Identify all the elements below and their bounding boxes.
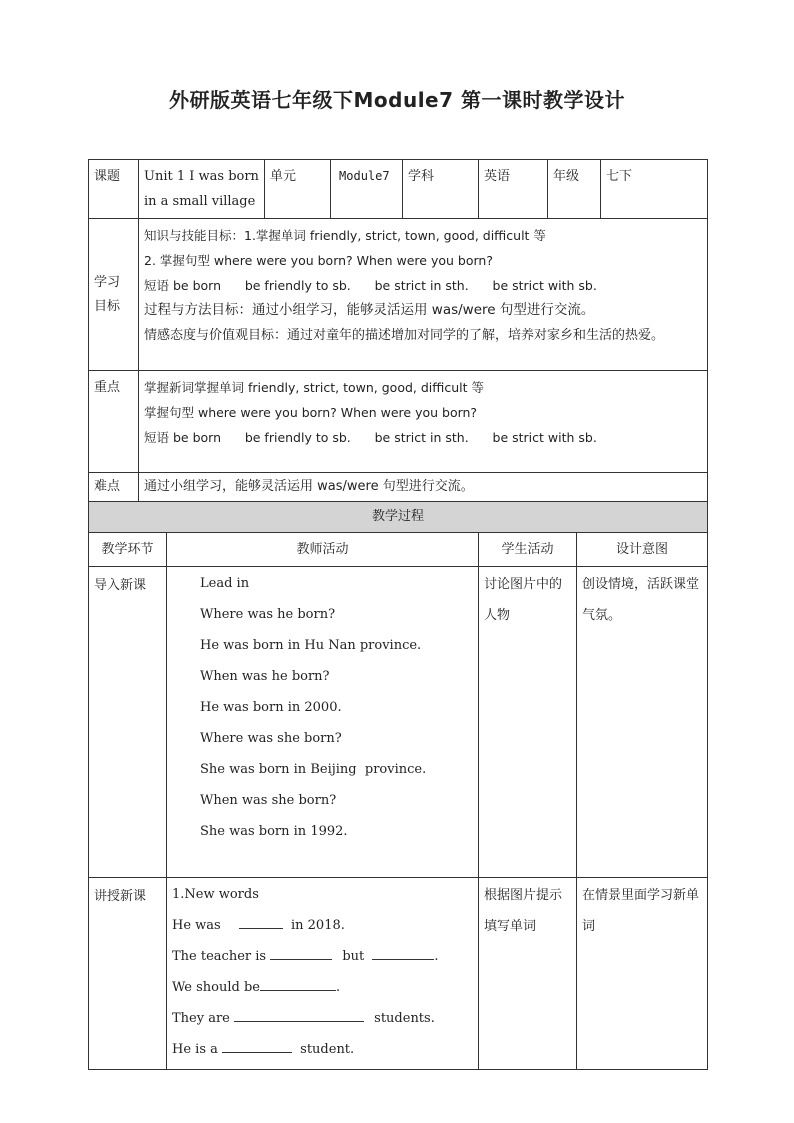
stage-name: 导入新课 <box>89 567 167 878</box>
topic-value: Unit 1 I was born in a small village <box>139 160 265 219</box>
subject-value: 英语 <box>479 160 548 219</box>
key-points-row <box>89 371 708 473</box>
exercise-text: He was <box>172 918 221 933</box>
key-point-line: 掌握句型 where were you born? When were you born? <box>144 405 478 420</box>
teacher-line: He was born in 2000. <box>200 700 342 715</box>
teacher-activity <box>167 567 479 878</box>
exercise-text: The teacher is <box>172 949 267 964</box>
exercise-text: He is a <box>172 1042 218 1057</box>
teacher-line: When was he born? <box>200 669 330 684</box>
fill-blank <box>260 976 336 991</box>
difficulties-row <box>89 473 708 502</box>
student-activity: 讨论图片中的人物 <box>479 567 577 878</box>
exercise-line <box>172 1034 473 1065</box>
lesson-plan-table <box>88 159 708 1070</box>
exercise-line <box>172 1003 473 1034</box>
unit-label: 单元 <box>265 160 331 219</box>
objective-line: 2. 掌握句型 where were you born? When were you born? <box>144 253 493 268</box>
objectives-label <box>89 219 139 371</box>
process-header-row <box>89 502 708 533</box>
column-header-student: 学生活动 <box>479 533 577 567</box>
objectives-label-line2: 目标 <box>94 298 121 314</box>
column-header-intent: 设计意图 <box>577 533 708 567</box>
exercise-line <box>172 972 473 1003</box>
grade-value: 七下 <box>601 160 708 219</box>
grade-label: 年级 <box>548 160 601 219</box>
teacher-line: Where was he born? <box>200 607 336 622</box>
exercise-text: in 2018. <box>291 918 345 933</box>
objective-line: 短语 be born be friendly to sb. be strict in sth. be strict with sb. <box>144 278 597 293</box>
exercise-line <box>172 910 473 941</box>
unit-value-text: Module7 <box>339 169 390 183</box>
objectives-row <box>89 219 708 371</box>
key-point-line: 短语 be born be friendly to sb. be strict in sth. be strict with sb. <box>144 430 597 445</box>
teacher-activity <box>167 878 479 1070</box>
column-header-stage: 教学环节 <box>89 533 167 567</box>
exercise-text: but <box>342 949 365 964</box>
key-points-content <box>139 371 708 473</box>
stage-row-new-lesson <box>89 878 708 1070</box>
process-header: 教学过程 <box>89 502 708 533</box>
exercise-text: . <box>434 949 439 964</box>
student-activity: 根据图片提示填写单词 <box>479 878 577 1070</box>
teacher-line: He was born in Hu Nan province. <box>200 638 422 653</box>
objective-line: 过程与方法目标：通过小组学习，能够灵活运用 was/were 句型进行交流。 <box>144 302 595 318</box>
objective-line: 知识与技能目标：1.掌握单词 friendly, strict, town, good, difficult 等 <box>144 228 546 243</box>
exercise-text: We should be <box>172 980 260 995</box>
info-row <box>89 160 708 219</box>
key-points-label: 重点 <box>89 371 139 473</box>
document-title: 外研版英语七年级下Module7 第一课时教学设计 <box>169 88 625 112</box>
fill-blank <box>239 914 283 929</box>
fill-blank <box>222 1038 292 1053</box>
difficulties-text: 通过小组学习，能够灵活运用 was/were 句型进行交流。 <box>139 473 708 502</box>
subject-label: 学科 <box>403 160 479 219</box>
teacher-line: She was born in 1992. <box>200 824 348 839</box>
key-point-line: 掌握新词掌握单词 friendly, strict, town, good, difficult 等 <box>144 380 484 395</box>
objectives-label-line1: 学习 <box>94 274 121 290</box>
unit-value <box>331 160 403 219</box>
exercise-text: student. <box>300 1042 355 1057</box>
fill-blank <box>270 945 332 960</box>
fill-blank <box>234 1007 364 1022</box>
stage-row-lead-in <box>89 567 708 878</box>
teacher-line: Where was she born? <box>200 731 342 746</box>
teacher-line: When was she born? <box>200 793 337 808</box>
topic-label: 课题 <box>89 160 139 219</box>
teacher-heading: 1.New words <box>172 887 259 902</box>
exercise-line <box>172 941 473 972</box>
exercise-text: They are <box>172 1011 230 1026</box>
design-intent: 创设情境，活跃课堂气氛。 <box>577 567 708 878</box>
process-columns-row <box>89 533 708 567</box>
design-intent: 在情景里面学习新单词 <box>577 878 708 1070</box>
teacher-line: She was born in Beijing province. <box>200 762 427 777</box>
column-header-teacher: 教师活动 <box>167 533 479 567</box>
teacher-line: Lead in <box>200 576 250 591</box>
exercise-text: students. <box>374 1011 435 1026</box>
fill-blank <box>372 945 434 960</box>
difficulties-label: 难点 <box>89 473 139 502</box>
objective-line: 情感态度与价值观目标：通过对童年的描述增加对同学的了解，培养对家乡和生活的热爱。 <box>144 328 665 343</box>
exercise-text: . <box>336 980 341 995</box>
objectives-content <box>139 219 708 371</box>
stage-name: 讲授新课 <box>89 878 167 1070</box>
